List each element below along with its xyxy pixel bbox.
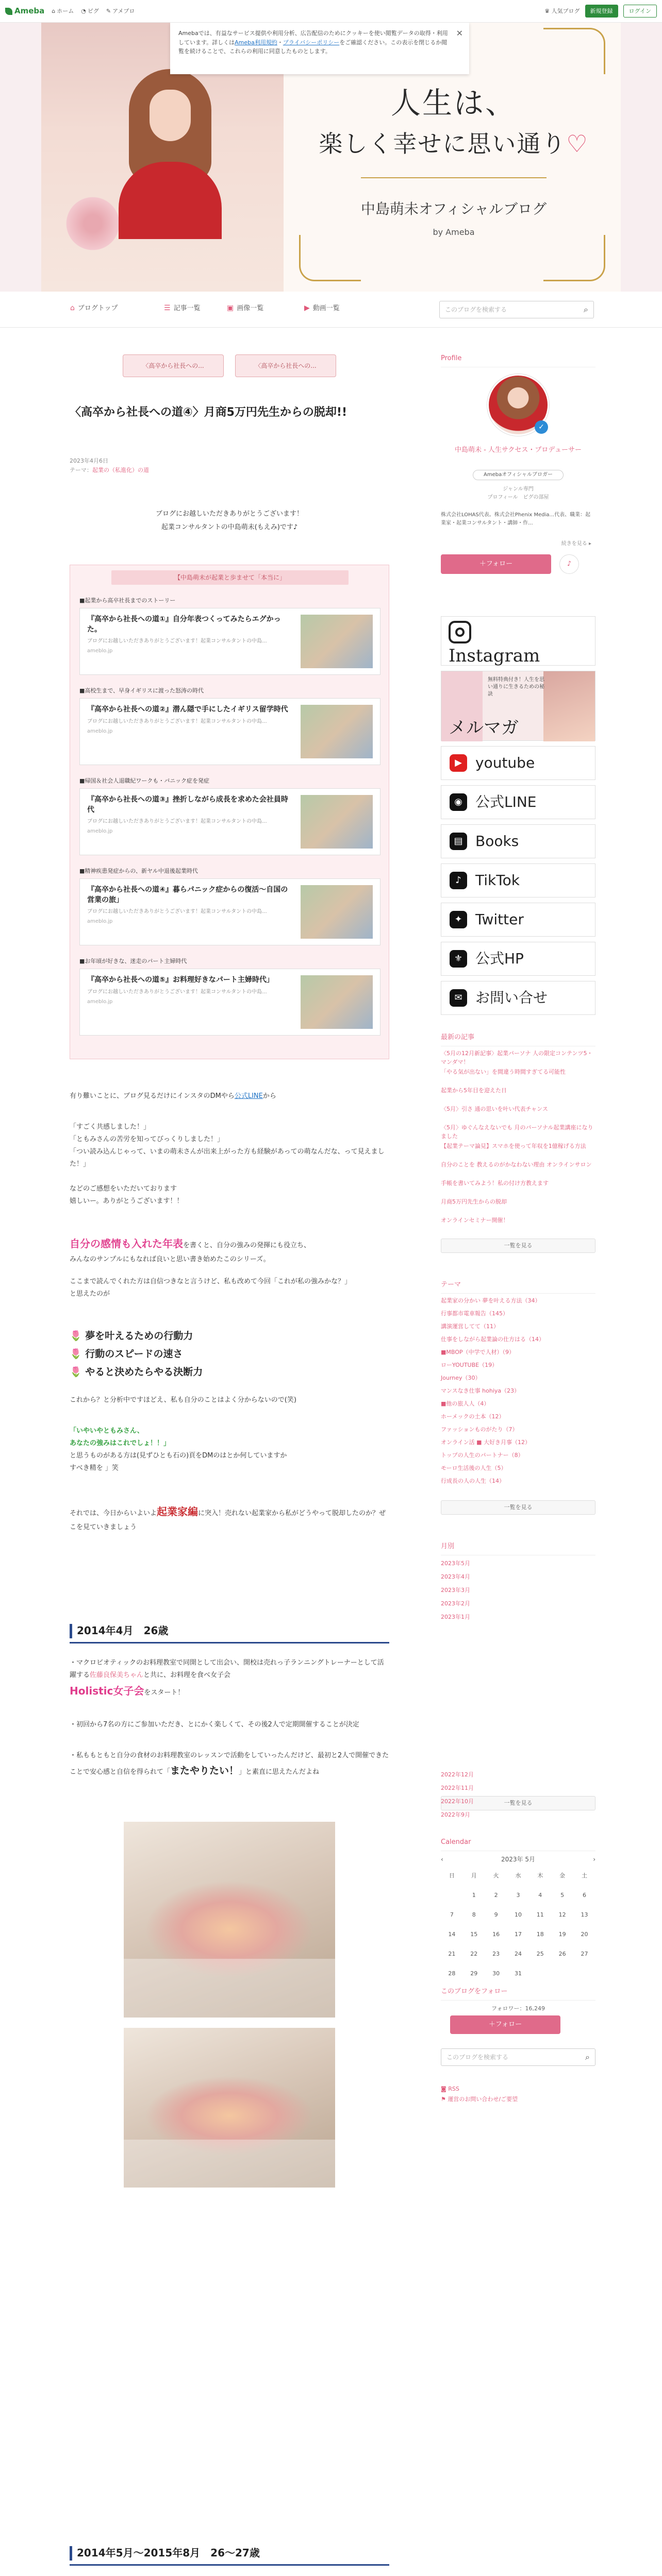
article-paragraph: ・初回から7名の方にご参加いただき、とにかく楽しくて、その後2人で定期開催することが決定 <box>70 1721 359 1728</box>
ameba-logo[interactable]: Ameba <box>5 5 44 17</box>
series-group: ■精神疾患発症からの、新ヤル中退後起業時代 『高卒から社長への道④』暮らパニック症からの復活〜自国の営業の旅」 ブログにお越しいただきありがとうございます！起業コンサルタントの中島... ameblo.jp <box>79 867 380 945</box>
sns-twitter-button[interactable]: ✦ Twitter <box>441 903 595 937</box>
calendar-day[interactable]: 6 <box>583 1892 587 1899</box>
month-link[interactable]: 2023年1月 <box>441 1614 470 1620</box>
theme-more-button[interactable]: 一覧を見る <box>441 1500 595 1515</box>
calendar-day[interactable]: 14 <box>448 1931 456 1938</box>
article-paragraph: それでは、今日からいよいよ起業家編に突入！売れない起業家から私がどうやって脱却したのか？ぜこを見ていきましょう <box>70 1505 386 1531</box>
theme-link[interactable]: モーロ生活後の人生（5） <box>441 1465 507 1471</box>
article-photo[interactable] <box>124 1822 335 2018</box>
nav-home[interactable]: ⌂ ホーム <box>52 7 74 14</box>
gold-ornament-icon <box>543 28 605 74</box>
calendar-day[interactable]: 27 <box>581 1951 588 1958</box>
month-link[interactable]: 2022年9月 <box>441 1811 470 1818</box>
article-theme: テーマ：起業の（私進化）の道 <box>70 467 149 473</box>
nav-pigg[interactable]: ◔ ピグ <box>81 7 99 14</box>
theme-link[interactable]: 起業の（私進化）の道 <box>92 467 149 473</box>
calendar-next-icon[interactable]: › <box>593 1855 595 1863</box>
sns-instagram-button[interactable]: Instagram <box>441 616 595 666</box>
sns-mailmag-button[interactable]: 無料特典付き！人生を思い通りに生きるための秘訣 メルマガ <box>441 671 595 741</box>
calendar-day[interactable]: 26 <box>558 1951 566 1958</box>
ameba-leaf-icon <box>5 8 12 15</box>
calendar-day <box>551 1964 573 1984</box>
month-link[interactable]: 2022年12月 <box>441 1771 474 1778</box>
sns-tiktok-button[interactable]: ♪ TikTok <box>441 863 595 897</box>
calendar-day[interactable]: 9 <box>494 1911 498 1919</box>
calendar-day[interactable]: 22 <box>470 1951 478 1958</box>
sidebar-search-input[interactable]: このブログを検索する ⌕ <box>441 2048 595 2066</box>
blog-card-link[interactable]: 『高卒から社長への道①』自分年表つくってみたらエグかった。 ブログにお越しいただきありがとうございます！起業コンサルタントの中島... ameblo.jp <box>79 608 380 675</box>
report-link[interactable]: ⚑ 運営のお問い合わせ/ご要望 <box>441 2096 518 2103</box>
calendar-day[interactable]: 24 <box>514 1951 522 1958</box>
intro-line: 起業コンサルタントの中島萌未(もえみ)です♪ <box>161 523 298 531</box>
series-group: ■高校生まで、早身イギリスに渡った怒涛の時代 『高卒から社長への道②』潜ん隠で手にしたイギリス留学時代 ブログにお越しいただきありがとうございます！起業コンサルタントの中島... ameblo.jp <box>79 686 380 765</box>
profile-genre: ジャンル専門 プロフィール ピグの部屋 <box>487 486 549 500</box>
card-thumbnail <box>301 795 373 849</box>
sns-homepage-button[interactable]: ⚜ 公式HP <box>441 942 595 976</box>
tiktok-icon: ♪ <box>450 872 467 889</box>
strength-item: 🌷 夢を叶えるための行動力 <box>70 1330 193 1342</box>
month-link[interactable]: 2022年11月 <box>441 1785 474 1791</box>
list-icon: ☰ <box>164 304 171 312</box>
theme-link[interactable]: ローYOUTUBE（19） <box>441 1362 498 1368</box>
calendar-day[interactable]: 19 <box>558 1931 566 1938</box>
calendar-day[interactable]: 12 <box>558 1911 566 1919</box>
calendar-day[interactable]: 31 <box>514 1970 522 1977</box>
calendar-day <box>441 1886 463 1905</box>
login-button[interactable]: ログイン <box>623 5 657 18</box>
recent-article-link[interactable]: 起業から5年目を迎えた日 <box>441 1087 507 1094</box>
recent-article-link[interactable]: 〈5月の12月新記事〉起業パーソナ 人の限定コンテンツ5・マンダマ！ <box>441 1050 593 1066</box>
month-link[interactable]: 2022年10月 <box>441 1798 474 1805</box>
close-icon[interactable]: ✕ <box>456 28 463 38</box>
intro-line: ブログにお越しいただきありがとうございます！ <box>155 510 303 518</box>
article-paragraph: 「すごく共感しました！」 「ともみさんの苦労を知ってびっくりしました！」 「つい読み込んじゃって、いまの萌未さんが出来上がった方も経験があっての萌なんだな、って見えました！」 <box>70 1123 385 1168</box>
follow-heading: このブログをフォロー <box>441 1987 595 2001</box>
theme-link[interactable]: ホーメックの土本（12） <box>441 1413 505 1420</box>
calendar-prev-icon[interactable]: ‹ <box>441 1855 443 1863</box>
theme-link[interactable]: マンスなき仕事 hohiya（23） <box>441 1387 520 1394</box>
theme-link[interactable]: 仕事をしながら起業論の仕方はる（14） <box>441 1336 544 1343</box>
weekday-label: 月 <box>471 1872 477 1879</box>
section-heading: 2014年4月 26歳 <box>70 1621 389 1643</box>
report-icon: ⚑ <box>441 2096 446 2103</box>
follower-count: フォロワー：16,249 <box>491 2005 545 2012</box>
strength-item: 🌷 行動のスピードの速さ <box>70 1348 183 1360</box>
youtube-icon: ▶ <box>450 754 467 772</box>
line-icon: ◉ <box>450 793 467 811</box>
register-button[interactable]: 新規登録 <box>585 5 618 18</box>
sns-books-button[interactable]: ▤ Books <box>441 824 595 858</box>
sns-line-button[interactable]: ◉ 公式LINE <box>441 785 595 819</box>
popular-blogs-link[interactable]: ♛ 人気ブログ <box>544 7 580 14</box>
theme-link[interactable]: 行成長の人の人生（14） <box>441 1478 505 1484</box>
profile-heading: Profile <box>441 353 595 367</box>
blog-card-link[interactable]: 『高卒から社長への道③』挫折しながら成長を求めた会社員時代 ブログにお越しいただきありがとうございます！起業コンサルタントの中島... ameblo.jp <box>79 788 380 855</box>
blog-card-link[interactable]: 『高卒から社長への道⑤』お料理好きなパート主婦時代」 ブログにお越しいただきありがとうございます！起業コンサルタントの中島... ameblo.jp <box>79 969 380 1036</box>
weekday-label: 水 <box>515 1872 521 1879</box>
mailmag-photo <box>543 671 595 741</box>
article-paragraph: ここまで読んでくれた方は自信つきなと言うけど、私も改めて今回「これが私の強みかな？」 と思えたのが <box>70 1278 352 1298</box>
theme-link[interactable]: オンライン活 ■ 大好き月事（12） <box>441 1439 531 1446</box>
home-icon: ⌂ <box>70 304 75 312</box>
theme-link[interactable]: ■MBOP（中学で人材）（9） <box>441 1349 515 1355</box>
calendar-day[interactable]: 2 <box>494 1892 498 1899</box>
recent-article-link[interactable]: 手帳を書いてみよう！私の付け方教えます <box>441 1180 549 1187</box>
notification-bell-icon[interactable]: ♪ <box>559 554 579 574</box>
series-group: ■起業から高卒社長までのストーリー 『高卒から社長への道①』自分年表つくってみたらエグかった。 ブログにお越しいただきありがとうございます！起業コンサルタントの中島... ameblo.jp <box>79 596 380 675</box>
calendar-day[interactable]: 1 <box>472 1892 476 1899</box>
article-title: 〈高卒から社長への道④〉月商5万円先生からの脱却!! <box>70 406 347 419</box>
search-icon: ⌕ <box>585 2052 590 2062</box>
calendar <box>441 1853 595 1984</box>
calendar-day[interactable]: 20 <box>581 1931 588 1938</box>
calendar-day[interactable]: 13 <box>581 1911 588 1919</box>
profile-description: 株式会社LOHAS代表。株式会社Phenix Media...代表、職業：起業家・起業コンサルタント・講師・作... <box>441 512 591 526</box>
weekday-label: 金 <box>559 1872 566 1879</box>
video-icon: ▶ <box>304 304 310 312</box>
twitter-icon: ✦ <box>450 911 467 928</box>
mail-icon: ✉ <box>450 989 467 1007</box>
rss-link[interactable]: ◙ RSS <box>441 2086 459 2092</box>
recent-article-link[interactable]: 「やる気が出ない」を間違う時間すぎてる可能性 <box>441 1069 566 1075</box>
calendar-day[interactable]: 8 <box>472 1911 476 1919</box>
verified-icon: ✓ <box>535 420 548 434</box>
gold-ornament-icon <box>543 235 605 281</box>
sidebar <box>441 328 595 2576</box>
rss-icon: ◙ <box>441 2086 446 2092</box>
card-thumbnail <box>301 885 373 939</box>
theme-heading: テーマ <box>441 1280 595 1294</box>
recent-heading: 最新の記事 <box>441 1032 595 1046</box>
blog-header <box>0 23 662 292</box>
ameba-topbar <box>0 0 662 23</box>
theme-link[interactable]: Journey（30） <box>441 1375 481 1381</box>
blog-nav <box>0 292 662 328</box>
sns-youtube-button[interactable]: ▶ youtube <box>441 746 595 780</box>
nav-ameblo[interactable]: ✎ アメブロ <box>106 7 135 14</box>
recent-article-link[interactable]: 〈5月〉ゆぐんなえないでも 月のパーソナル起業講座になりました <box>441 1124 593 1140</box>
strength-item: 🌷 やると決めたらやる決断力 <box>70 1366 203 1378</box>
recent-article-link[interactable]: 自分のことを 教えるのがかなわない理由 オンラインサロン <box>441 1161 592 1168</box>
series-group: ■お年頃が好きな、迷走のパート主婦時代 『高卒から社長への道⑤』お料理好きなパート主婦時代」 ブログにお越しいただきありがとうございます！起業コンサルタントの中島... ameblo.jp <box>79 957 380 1036</box>
recent-article-link[interactable]: オンラインセミナー開催！ <box>441 1217 509 1224</box>
blog-card-link[interactable]: 『高卒から社長への道④』暮らパニック症からの復活〜自国の営業の旅」 ブログにお越しいただきありがとうございます！起業コンサルタントの中島... ameblo.jp <box>79 878 380 945</box>
header-person-illustration <box>119 69 222 239</box>
header-title-line2: 楽しく幸せに思い通り♡ <box>319 130 589 158</box>
blog-search-input[interactable]: このブログを検索する ⌕ <box>439 301 594 318</box>
month-link[interactable]: 2023年2月 <box>441 1600 470 1607</box>
follow-button-bottom[interactable]: ＋フォロー <box>450 2015 560 2034</box>
sns-contact-button[interactable]: ✉ お問い合せ <box>441 981 595 1015</box>
nav-video-list[interactable]: ▶ 動画一覧 <box>304 303 340 314</box>
next-article-button[interactable]: 〈高卒から社長への... <box>235 354 336 377</box>
calendar-day[interactable]: 11 <box>536 1911 544 1919</box>
official-badge: Amebaオフィシャルブロガー <box>473 470 564 480</box>
calendar-day[interactable]: 18 <box>536 1931 544 1938</box>
weekday-label: 火 <box>493 1872 499 1879</box>
article-paragraph: ・マクロビオティックのお料理教室で同開として出会い、開校は売れっ子ランニングトレーナーとして活躍する佐藤良保美ちゃんと共に、お料理を食べ女子会 Holistic女子会をスタート！ <box>70 1659 384 1698</box>
month-link[interactable]: 2023年3月 <box>441 1587 470 1594</box>
theme-link[interactable]: 起業家の分かい 夢を叶える方法（34） <box>441 1297 541 1304</box>
card-thumbnail <box>301 975 373 1029</box>
calendar-day[interactable]: 16 <box>492 1931 500 1938</box>
recent-article-link[interactable]: 【起業テーマ論見】スマホを使って年収を1億稼げる方法 <box>441 1143 586 1149</box>
search-icon: ⌕ <box>584 304 588 314</box>
article-paragraph: これから？と分析中ですほどえ、私も自分のことはよく分からないので(笑) <box>70 1396 296 1404</box>
header-divider <box>361 177 547 178</box>
theme-link[interactable]: 講演運営してて（11） <box>441 1323 499 1330</box>
article-date: 2023年4月6日 <box>70 457 108 464</box>
calendar-day <box>529 1964 551 1984</box>
calendar-day <box>573 1964 595 1984</box>
header-subtitle: 中島萌未オフィシャルブログ <box>360 200 547 217</box>
calendar-day[interactable]: 5 <box>560 1892 565 1899</box>
article-paragraph: ・私ももともと自分の食材のお料理教室のレッスンで活動をしていったんだけど、最初と2人で開催できたことで安心感と自信を得られて「またやりたい！」と素直に思えたんだよね <box>70 1752 389 1777</box>
article-paragraph: 有り難いことに、ブログ見るだけにインスタのDMやら公式LINEから <box>70 1092 276 1100</box>
flower-decoration <box>62 193 124 255</box>
calendar-day[interactable]: 17 <box>514 1931 522 1938</box>
article-paragraph: 「いやいやともみさん、 あなたの強みはこれでしょ！！」 と思うものがある方は(見ずひとも石の)頁をDMのはとか何していますか すべき精を 」笑 <box>70 1427 287 1472</box>
calendar-day[interactable]: 4 <box>538 1892 542 1899</box>
calendar-day[interactable]: 21 <box>448 1951 456 1958</box>
theme-link[interactable]: トップの人生のパートナー（8） <box>441 1452 524 1459</box>
series-box-header: 【中島萌未が起業と歩ませて「本当に」 <box>111 570 349 585</box>
calendar-heading: Calendar <box>441 1837 595 1851</box>
section-heading: 2014年5月〜2015年8月 26〜27歳 <box>70 2543 389 2566</box>
read-more-link[interactable]: 続きを見る ▸ <box>561 541 591 547</box>
terms-link[interactable]: Ameba利用規約 <box>235 39 277 46</box>
monthly-heading: 月別 <box>441 1541 595 1555</box>
article-paragraph: などのご感想をいただいております 嬉しいー。ありがとうございます！！ <box>70 1185 184 1206</box>
prev-article-button[interactable]: 〈高卒から社長への... <box>123 354 224 377</box>
weekday-label: 木 <box>537 1872 543 1879</box>
month-link[interactable]: 2023年5月 <box>441 1560 470 1567</box>
article-paragraph: 自分の感情も入れた年表を書くと、自分の強みの発揮にも役立ち、 みんなのサンプルにもなれば良いと思い書き始めたこのシリーズ。 <box>70 1238 311 1263</box>
recent-article-link[interactable]: 月商5万円先生からの脱却 <box>441 1198 507 1205</box>
calendar-day[interactable]: 3 <box>516 1892 520 1899</box>
book-icon: ▤ <box>450 833 467 850</box>
calendar-day[interactable]: 23 <box>492 1951 500 1958</box>
calendar-day[interactable]: 28 <box>448 1970 456 1977</box>
theme-link[interactable]: 行事都市電車報告（145） <box>441 1310 508 1317</box>
card-thumbnail <box>301 615 373 668</box>
theme-link[interactable]: ファッションものがたり（7） <box>441 1426 518 1433</box>
series-link-box <box>70 565 389 1059</box>
calendar-day[interactable]: 25 <box>536 1951 544 1958</box>
pink-highlight: 自分の感情も入れた年表 <box>70 1238 183 1250</box>
nav-image-list[interactable]: ▣ 画像一覧 <box>227 303 263 314</box>
series-group: ■帰国＆社会人退職紀ワークも・パニック症を発症 『高卒から社長への道③』挫折しながら成長を求めた会社員時代 ブログにお越しいただきありがとうございます！起業コンサルタントの中島... ameblo.jp <box>79 776 380 855</box>
fleur-icon: ⚜ <box>450 950 467 968</box>
calendar-day[interactable]: 10 <box>514 1911 522 1919</box>
recent-more-button[interactable]: 一覧を見る <box>441 1239 595 1253</box>
card-thumbnail <box>301 705 373 758</box>
profile-name[interactable]: 中島萌未 - 人生サクセス・プロデューサー <box>454 446 582 454</box>
privacy-link[interactable]: プライバシーポリシー <box>283 39 340 46</box>
weekday-label: 日 <box>449 1872 455 1879</box>
article-main <box>70 328 389 2576</box>
follow-button[interactable]: ＋フォロー <box>441 554 551 574</box>
theme-link[interactable]: ■他の旅人人（4） <box>441 1400 490 1407</box>
monthly-more-button[interactable]: 一覧を見る <box>441 1796 595 1810</box>
nav-blog-top[interactable]: ⌂ ブログトップ <box>70 303 118 314</box>
image-icon: ▣ <box>227 304 234 312</box>
nav-article-list[interactable]: ☰ 記事一覧 <box>164 303 201 314</box>
header-byline: by Ameba <box>433 227 475 237</box>
article-photo[interactable] <box>124 2028 335 2188</box>
strength-list <box>70 1327 389 1381</box>
month-link[interactable]: 2023年4月 <box>441 1573 470 1580</box>
calendar-day[interactable]: 30 <box>492 1970 500 1977</box>
calendar-month: 2023年 5月 <box>501 1855 535 1863</box>
gold-ornament-icon <box>299 235 361 281</box>
recent-article-link[interactable]: 〈5月〉引さ 通の思いを叶い代表チャンス <box>441 1106 548 1112</box>
calendar-day[interactable]: 29 <box>470 1970 478 1977</box>
line-link[interactable]: 公式LINE <box>234 1092 263 1100</box>
instagram-icon <box>449 621 471 643</box>
heart-icon: ♡ <box>566 130 589 158</box>
header-title-line1: 人生は、 <box>390 86 517 121</box>
blog-card-link[interactable]: 『高卒から社長への道②』潜ん隠で手にしたイギリス留学時代 ブログにお越しいただきありがとうございます！起業コンサルタントの中島... ameblo.jp <box>79 698 380 765</box>
calendar-day[interactable]: 7 <box>450 1911 454 1919</box>
cookie-notice: Amebaでは、有益なサービス提供や利用分析、広告配信のためにクッキーを使い閲覧データの取得・利用しています。詳しくはAmeba利用規約・プライバシーポリシーをご確認ください。この表示を閉じるか閲覧を続けることで、これらの利用に同意したものとします。 ✕ <box>170 23 469 74</box>
weekday-label: 土 <box>582 1872 588 1879</box>
calendar-day[interactable]: 15 <box>470 1931 478 1938</box>
